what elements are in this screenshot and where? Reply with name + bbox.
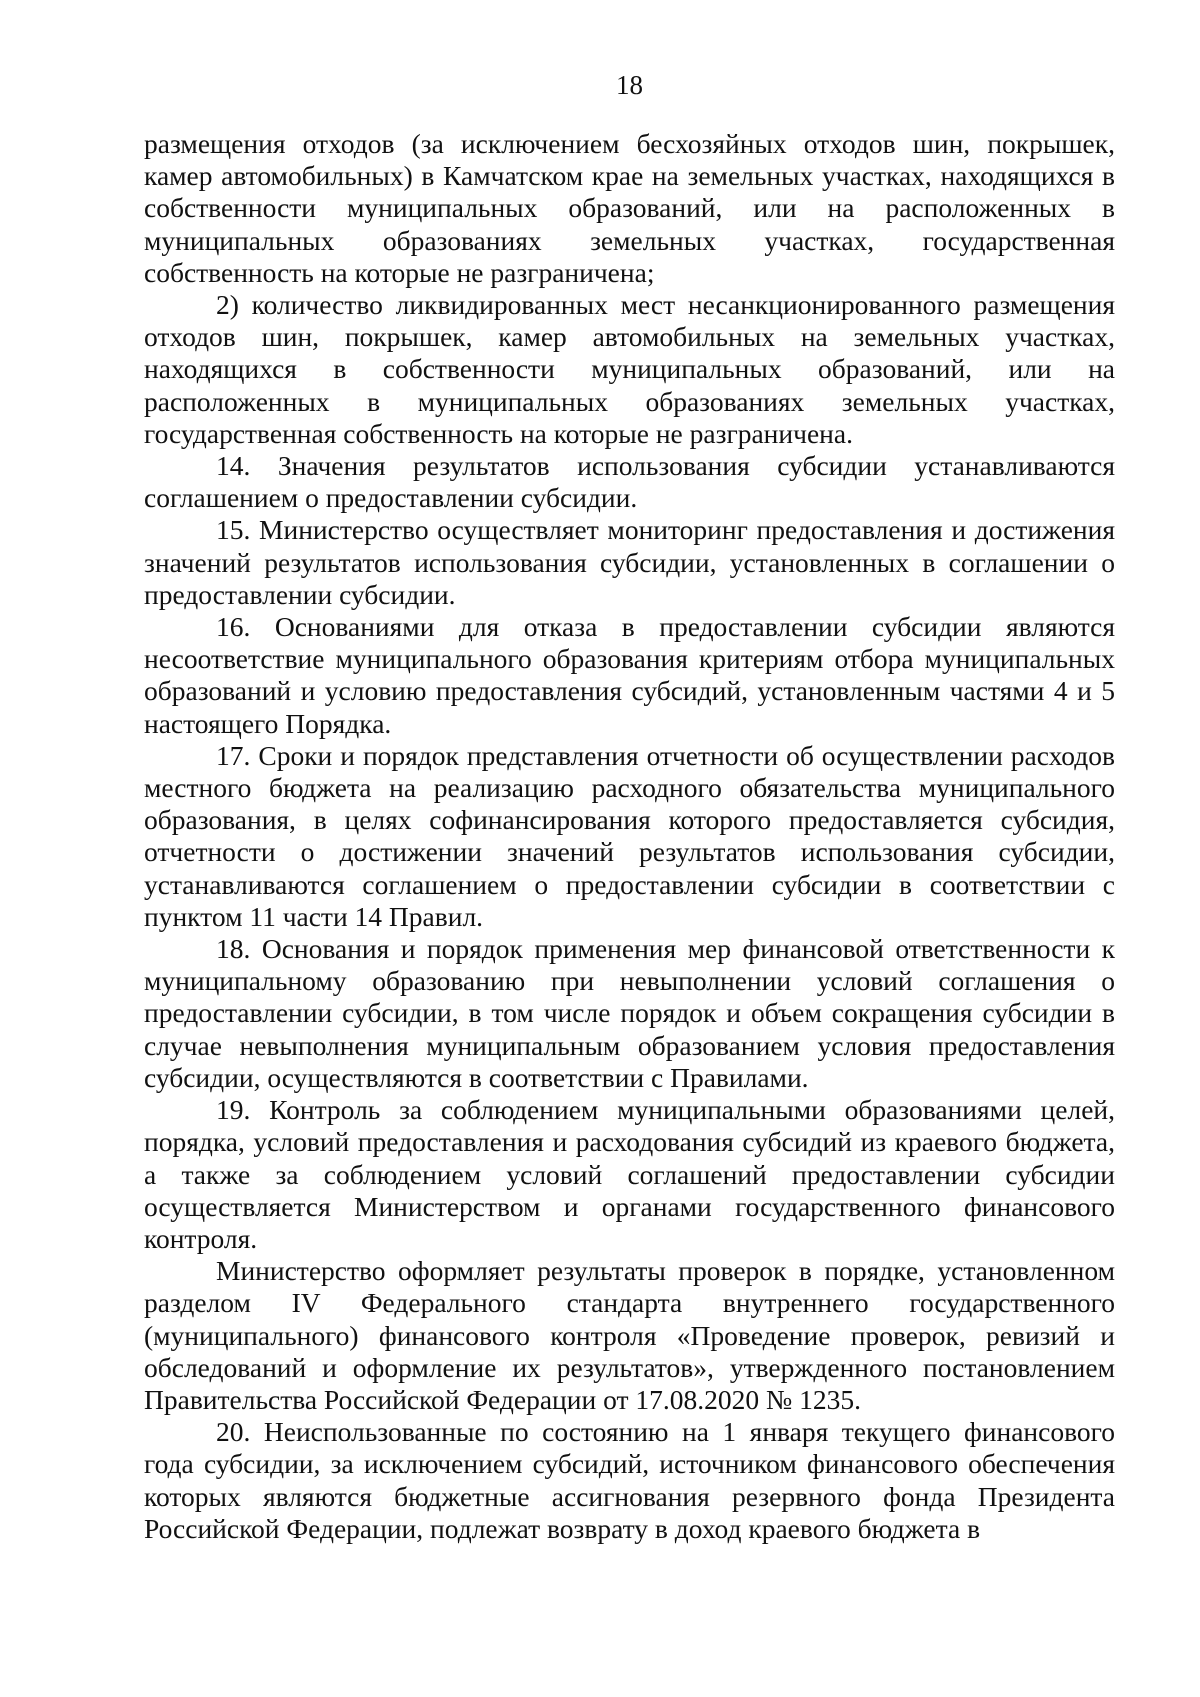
paragraph-19: 19. Контроль за соблюдением муниципальными образованиями целей, порядка, условий предоставления и расходования субсидий из краевого бюджета, а также за соблюдением условий соглашений предоставлении субсидии осуществляется Министерством и органами государственного финансового контроля. <box>144 1094 1115 1254</box>
paragraph-continuation: размещения отходов (за исключением бесхозяйных отходов шин, покрышек, камер автомобильных) в Камчатском крае на земельных участках, находящихся в собственности муниципальных образований, или на расположенных в муниципальных образованиях земельных участках, государственная собственность на которые не разграничена; <box>144 128 1115 288</box>
paragraph-15: 15. Министерство осуществляет мониторинг предоставления и достижения значений результатов использования субсидии, установленных в соглашении о предоставлении субсидии. <box>144 514 1115 610</box>
paragraph-17: 17. Сроки и порядок представления отчетности об осуществлении расходов местного бюджета на реализацию расходного обязательства муниципального образования, в целях софинансирования которого предоставляется субсидия, отчетности о достижении значений результатов использования субсидии, устанавливаются соглашением о предоставлении субсидии в соответствии с пунктом 11 части 14 Правил. <box>144 739 1115 932</box>
paragraph-20: 20. Неиспользованные по состоянию на 1 января текущего финансового года субсидии, за исключением субсидий, источником финансового обеспечения которых являются бюджетные ассигнования резервного фонда Президента Российской Федерации, подлежат возврату в доход краевого бюджета в <box>144 1416 1115 1544</box>
paragraph-18: 18. Основания и порядок применения мер финансовой ответственности к муниципальному образованию при невыполнении условий соглашения о предоставлении субсидии, в том числе порядок и объем сокращения субсидии в случае невыполнения муниципальным образованием условия предоставления субсидии, осуществляются в соответствии с Правилами. <box>144 933 1115 1093</box>
document-page <box>144 70 1115 1545</box>
paragraph-16: 16. Основаниями для отказа в предоставлении субсидии являются несоответствие муниципального образования критериям отбора муниципальных образований и условию предоставления субсидий, установленным частями 4 и 5 настоящего Порядка. <box>144 611 1115 739</box>
page-number: 18 <box>616 70 643 100</box>
paragraph-19-inspection: Министерство оформляет результаты проверок в порядке, установленном разделом IV Федерального стандарта внутреннего государственного (муниципального) финансового контроля «Проведение проверок, ревизий и обследований и оформление их результатов», утвержденного постановлением Правительства Российской Федерации от 17.08.2020 № 1235. <box>144 1255 1115 1415</box>
paragraph-item-2: 2) количество ликвидированных мест несанкционированного размещения отходов шин, покрышек, камер автомобильных на земельных участках, находящихся в собственности муниципальных образований, или на расположенных в муниципальных образованиях земельных участках, государственная собственность на которые не разграничена. <box>144 289 1115 449</box>
paragraph-14: 14. Значения результатов использования субсидии устанавливаются соглашением о предоставлении субсидии. <box>144 450 1115 514</box>
